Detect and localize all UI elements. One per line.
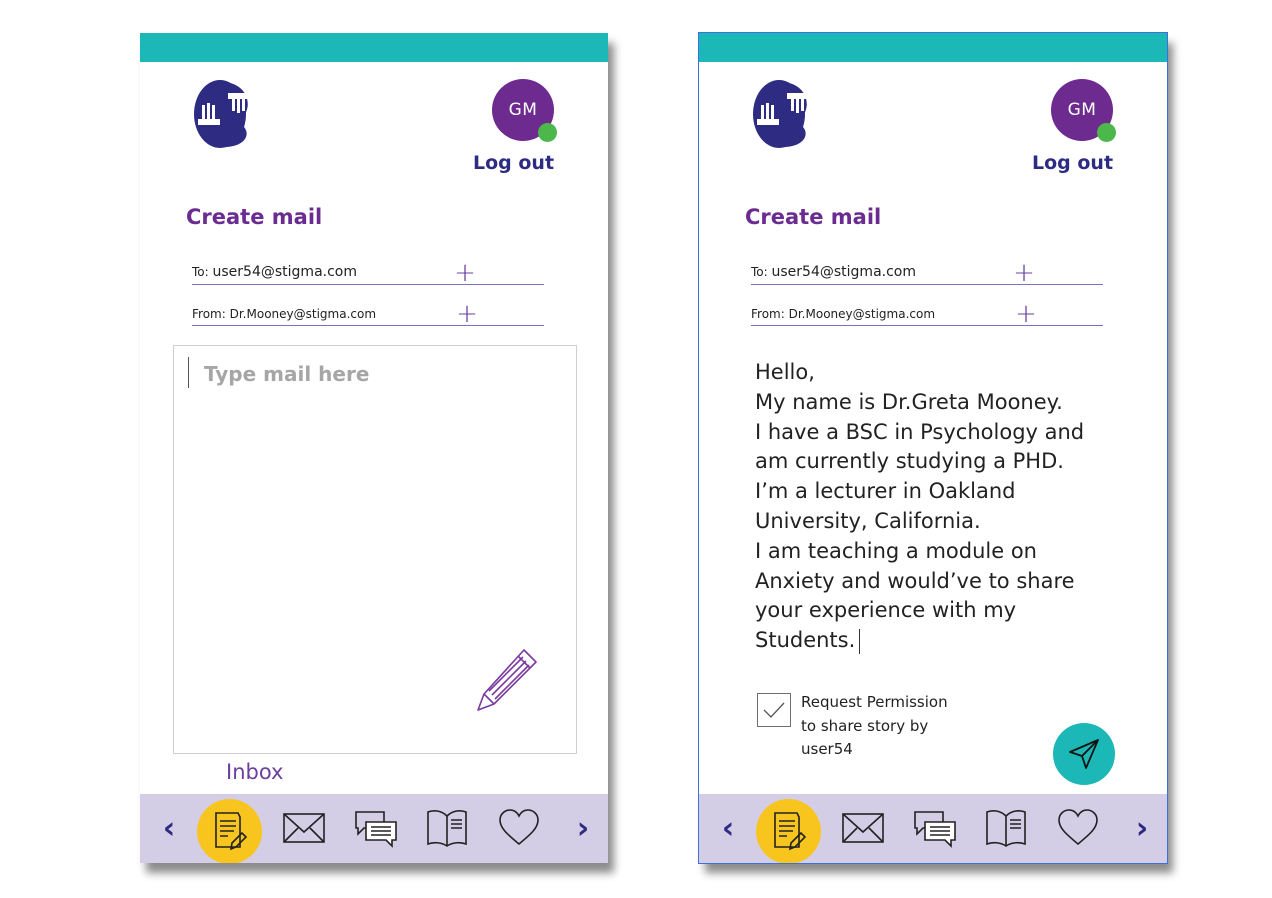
from-value[interactable]: Dr.Mooney@stigma.com <box>788 307 936 321</box>
checkmark-icon <box>762 700 786 720</box>
to-value[interactable]: user54@stigma.com <box>212 264 357 280</box>
mail-body-line: Anxiety and would’ve to share <box>755 568 1075 593</box>
user-avatar[interactable]: GM <box>1051 79 1113 141</box>
phone-screen-filled <box>699 33 1167 863</box>
to-label: To: <box>751 265 768 279</box>
status-bar <box>140 33 608 62</box>
mail-body-line: am currently studying a PHD. <box>755 449 1064 474</box>
send-icon <box>1066 736 1102 772</box>
add-recipient-icon[interactable]: + <box>1013 258 1035 288</box>
to-label: To: <box>192 265 209 279</box>
user-avatar[interactable]: GM <box>492 79 554 141</box>
send-button[interactable] <box>1053 723 1115 785</box>
logout-button[interactable]: Log out <box>1032 152 1114 174</box>
request-permission-checkbox[interactable] <box>757 693 791 727</box>
mail-icon[interactable] <box>841 808 885 848</box>
from-label: From: <box>192 307 226 321</box>
request-permission-label <box>801 691 971 762</box>
page-title: Create mail <box>745 205 882 229</box>
app-logo <box>194 69 252 149</box>
mail-body-line: University, California. <box>755 508 981 533</box>
chat-icon[interactable] <box>354 808 398 848</box>
chat-icon[interactable] <box>913 808 957 848</box>
bottom-nav <box>140 794 608 863</box>
to-value[interactable]: user54@stigma.com <box>771 264 916 280</box>
page-title: Create mail <box>186 205 323 229</box>
mail-body-line: My name is Dr.Greta Mooney. <box>755 389 1063 414</box>
mail-body-input[interactable] <box>173 345 577 754</box>
mail-body-line: Hello, <box>755 360 815 384</box>
to-field[interactable] <box>751 258 1103 288</box>
book-icon[interactable] <box>425 808 469 848</box>
mail-body-line: Students. <box>755 628 856 653</box>
from-field[interactable] <box>751 299 1103 329</box>
from-field[interactable] <box>192 299 544 329</box>
pencil-icon[interactable] <box>472 646 542 716</box>
app-logo <box>753 69 811 149</box>
text-cursor <box>859 629 860 654</box>
text-cursor <box>188 357 189 388</box>
nav-compose-button[interactable] <box>756 799 821 863</box>
mail-icon[interactable] <box>282 808 326 848</box>
heart-icon[interactable] <box>1056 808 1100 848</box>
mail-body-text[interactable] <box>755 358 1125 656</box>
permission-line: to share story by <box>801 716 929 735</box>
online-status-indicator <box>1097 123 1116 142</box>
phone-screen-empty <box>140 33 608 863</box>
permission-line: Request Permission <box>801 693 948 711</box>
mail-body-line: I’m a lecturer in Oakland <box>755 479 1016 504</box>
compose-icon <box>769 809 809 855</box>
add-sender-icon[interactable]: + <box>1015 299 1037 329</box>
chevron-right-icon[interactable]: › <box>1135 811 1149 846</box>
status-bar <box>699 33 1167 62</box>
from-value[interactable]: Dr.Mooney@stigma.com <box>229 307 377 321</box>
nav-compose-button[interactable] <box>197 799 262 863</box>
from-label: From: <box>751 307 785 321</box>
add-recipient-icon[interactable]: + <box>454 258 476 288</box>
book-icon[interactable] <box>984 808 1028 848</box>
chevron-left-icon[interactable]: ‹ <box>162 811 176 846</box>
add-sender-icon[interactable]: + <box>456 299 478 329</box>
mail-body-line: I have a BSC in Psychology and <box>755 419 1085 444</box>
chevron-left-icon[interactable]: ‹ <box>721 811 735 846</box>
mail-placeholder: Type mail here <box>204 362 370 386</box>
online-status-indicator <box>538 123 557 142</box>
to-field[interactable] <box>192 258 544 288</box>
logout-button[interactable]: Log out <box>473 152 555 174</box>
compose-icon <box>210 809 250 855</box>
mail-body-line: your experience with my <box>755 598 1017 623</box>
inbox-link[interactable]: Inbox <box>226 760 284 784</box>
permission-line: user54 <box>801 740 853 758</box>
mail-body-line: I am teaching a module on <box>755 538 1037 563</box>
heart-icon[interactable] <box>497 808 541 848</box>
bottom-nav <box>699 794 1167 863</box>
chevron-right-icon[interactable]: › <box>576 811 590 846</box>
